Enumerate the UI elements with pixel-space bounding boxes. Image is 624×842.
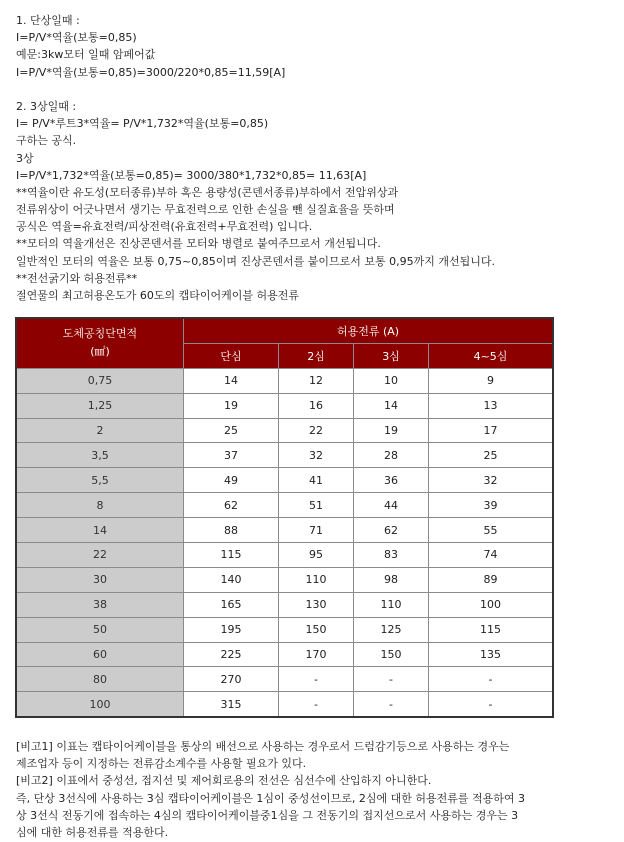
note-line: 즉, 단상 3선식에 사용하는 3심 캡타이어케이블은 1심이 중성선이므로, 2심에 대한 허용전류를 적용하여 3 [16, 791, 525, 805]
intro-line: 3상 [16, 151, 34, 165]
allowable-current-table [16, 318, 553, 717]
current-value-cell: 88 [184, 518, 279, 543]
note-line: 상 3선식 전동기에 접속하는 4심의 캡타이어케이블중1심을 그 전동기의 접지선으로서 사용하는 경우는 3 [16, 808, 519, 822]
col-header-2-core: 2심 [279, 343, 354, 368]
current-value-cell: 51 [279, 493, 354, 518]
current-value-cell: 165 [184, 592, 279, 617]
current-value-cell: 62 [184, 493, 279, 518]
intro-line: 전류위상이 어긋나면서 생기는 무효전력으로 인한 손실을 뺀 실질효율을 뜻하며 [16, 203, 395, 217]
note-line: 제조업자 등이 지정하는 전류감소계수를 사용할 필요가 있다. [16, 757, 307, 771]
current-value-cell: 9 [429, 368, 553, 393]
current-value-cell: 130 [279, 592, 354, 617]
conductor-area-cell: 22 [17, 543, 184, 568]
table-row [17, 393, 553, 418]
table-row [17, 642, 553, 667]
current-value-cell: 55 [429, 518, 553, 543]
current-value-cell: 270 [184, 667, 279, 692]
current-value-cell: 39 [429, 493, 553, 518]
current-value-cell: 89 [429, 567, 553, 592]
note-line: [비고1] 이표는 캡타이어케이블을 통상의 배선으로 사용하는 경우로서 드럼감기등으로 사용하는 경우는 [16, 740, 510, 753]
conductor-area-cell: 3,5 [17, 443, 184, 468]
current-value-cell: 115 [429, 617, 553, 642]
conductor-area-cell: 50 [17, 617, 184, 642]
intro-text-block [16, 12, 616, 304]
intro-line: I=P/V*역율(보통=0,85)=3000/220*0,85=11,59[A] [16, 65, 286, 79]
conductor-area-cell: 80 [17, 667, 184, 692]
table-row [17, 592, 553, 617]
conductor-area-cell: 0,75 [17, 368, 184, 393]
table-header-row [17, 319, 553, 344]
table-row [17, 443, 553, 468]
intro-line: **역율이란 유도성(모터종류)부하 혹은 용량성(콘덴서종류)부하에서 전압위상과 [16, 185, 399, 199]
intro-line: 2. 3상일때 : [16, 99, 77, 113]
current-value-cell: 19 [184, 393, 279, 418]
notes-text-block [16, 738, 616, 841]
conductor-area-label: 도체공칭단면적 [62, 327, 138, 341]
conductor-area-cell: 2 [17, 418, 184, 443]
current-value-cell: 37 [184, 443, 279, 468]
current-value-cell: 195 [184, 617, 279, 642]
conductor-area-cell: 14 [17, 518, 184, 543]
table-body [17, 368, 553, 716]
conductor-area-cell: 8 [17, 493, 184, 518]
current-value-cell: 83 [354, 543, 429, 568]
current-value-cell: 44 [354, 493, 429, 518]
current-value-cell: 28 [354, 443, 429, 468]
current-value-cell: 25 [429, 443, 553, 468]
current-value-cell: 14 [354, 393, 429, 418]
current-value-cell: 140 [184, 567, 279, 592]
intro-line: I= P/V*루트3*역율= P/V*1,732*역율(보통=0,85) [16, 117, 269, 131]
intro-line: 구하는 공식. [16, 134, 77, 148]
current-value-cell: 100 [429, 592, 553, 617]
current-value-cell: 62 [354, 518, 429, 543]
current-value-cell: 125 [354, 617, 429, 642]
intro-line: I=P/V*역율(보통=0,85) [16, 31, 137, 45]
col-header-single-core: 단심 [184, 343, 279, 368]
intro-line: 절연물의 최고허용온도가 60도의 캡타이어케이블 허용전류 [16, 289, 300, 302]
col-header-3-core: 3심 [354, 343, 429, 368]
intro-line: 공식은 역율=유효전력/피상전력(유효전력+무효전력) 입니다. [16, 220, 313, 234]
current-value-cell: 41 [279, 468, 354, 493]
conductor-area-cell: 1,25 [17, 393, 184, 418]
intro-line: 일반적인 모터의 역율은 보통 0,75~0,85이며 진상콘덴서를 붙이므로서 보통 0,95까지 개선됩니다. [16, 254, 495, 268]
current-value-cell: 14 [184, 368, 279, 393]
current-value-cell: 16 [279, 393, 354, 418]
current-value-cell: - [279, 692, 354, 717]
current-value-cell: 135 [429, 642, 553, 667]
current-value-cell: 13 [429, 393, 553, 418]
table-row [17, 468, 553, 493]
current-value-cell: 12 [279, 368, 354, 393]
conductor-area-cell: 60 [17, 642, 184, 667]
current-value-cell: 49 [184, 468, 279, 493]
current-value-cell: 170 [279, 642, 354, 667]
current-value-cell: 110 [279, 567, 354, 592]
current-value-cell: - [429, 692, 553, 717]
intro-line: 1. 단상일때 : [16, 14, 80, 27]
table-row [17, 518, 553, 543]
note-line: [비고2] 이표에서 중성선, 접지선 및 제어회로용의 전선은 심선수에 산입하지 아니한다. [16, 774, 432, 788]
table-row [17, 692, 553, 717]
current-value-cell: - [429, 667, 553, 692]
current-value-cell: 22 [279, 418, 354, 443]
intro-line: I=P/V*1,732*역율(보통=0,85)= 3000/380*1,732*0,85= 11,63[A] [16, 168, 367, 182]
intro-line: 예문:3kw모터 일때 암페어값 [16, 48, 156, 62]
table-row [17, 418, 553, 443]
table-row [17, 617, 553, 642]
current-value-cell: 98 [354, 567, 429, 592]
current-value-cell: 150 [354, 642, 429, 667]
conductor-area-cell: 100 [17, 692, 184, 717]
conductor-area-cell: 38 [17, 592, 184, 617]
current-value-cell: 36 [354, 468, 429, 493]
conductor-area-cell: 5,5 [17, 468, 184, 493]
current-value-cell: - [279, 667, 354, 692]
conductor-area-unit: (㎟) [90, 345, 110, 359]
col-header-4-5-core: 4~5심 [429, 343, 553, 368]
intro-line: **모터의 역율개선은 진상콘덴서를 모터와 병렬로 붙여주므로서 개선됩니다. [16, 237, 381, 251]
current-value-cell: 32 [279, 443, 354, 468]
current-value-cell: 225 [184, 642, 279, 667]
current-value-cell: 17 [429, 418, 553, 443]
conductor-area-cell: 30 [17, 567, 184, 592]
table-row [17, 493, 553, 518]
current-value-cell: 74 [429, 543, 553, 568]
current-value-cell: 110 [354, 592, 429, 617]
current-value-cell: 19 [354, 418, 429, 443]
allowable-current-header: 허용전류 (A) [184, 319, 553, 344]
current-value-cell: 10 [354, 368, 429, 393]
current-value-cell: 150 [279, 617, 354, 642]
intro-blank-line [16, 81, 616, 98]
conductor-area-header [17, 319, 184, 369]
current-value-cell: 71 [279, 518, 354, 543]
table-row [17, 368, 553, 393]
current-value-cell: 95 [279, 543, 354, 568]
current-value-cell: 115 [184, 543, 279, 568]
current-value-cell: 25 [184, 418, 279, 443]
intro-line: **전선굵기와 허용전류** [16, 271, 138, 285]
note-line: 심에 대한 허용전류를 적용한다. [16, 825, 169, 839]
current-value-cell: - [354, 667, 429, 692]
table-row [17, 567, 553, 592]
table-row [17, 667, 553, 692]
current-value-cell: 32 [429, 468, 553, 493]
current-value-cell: - [354, 692, 429, 717]
table-row [17, 543, 553, 568]
current-value-cell: 315 [184, 692, 279, 717]
